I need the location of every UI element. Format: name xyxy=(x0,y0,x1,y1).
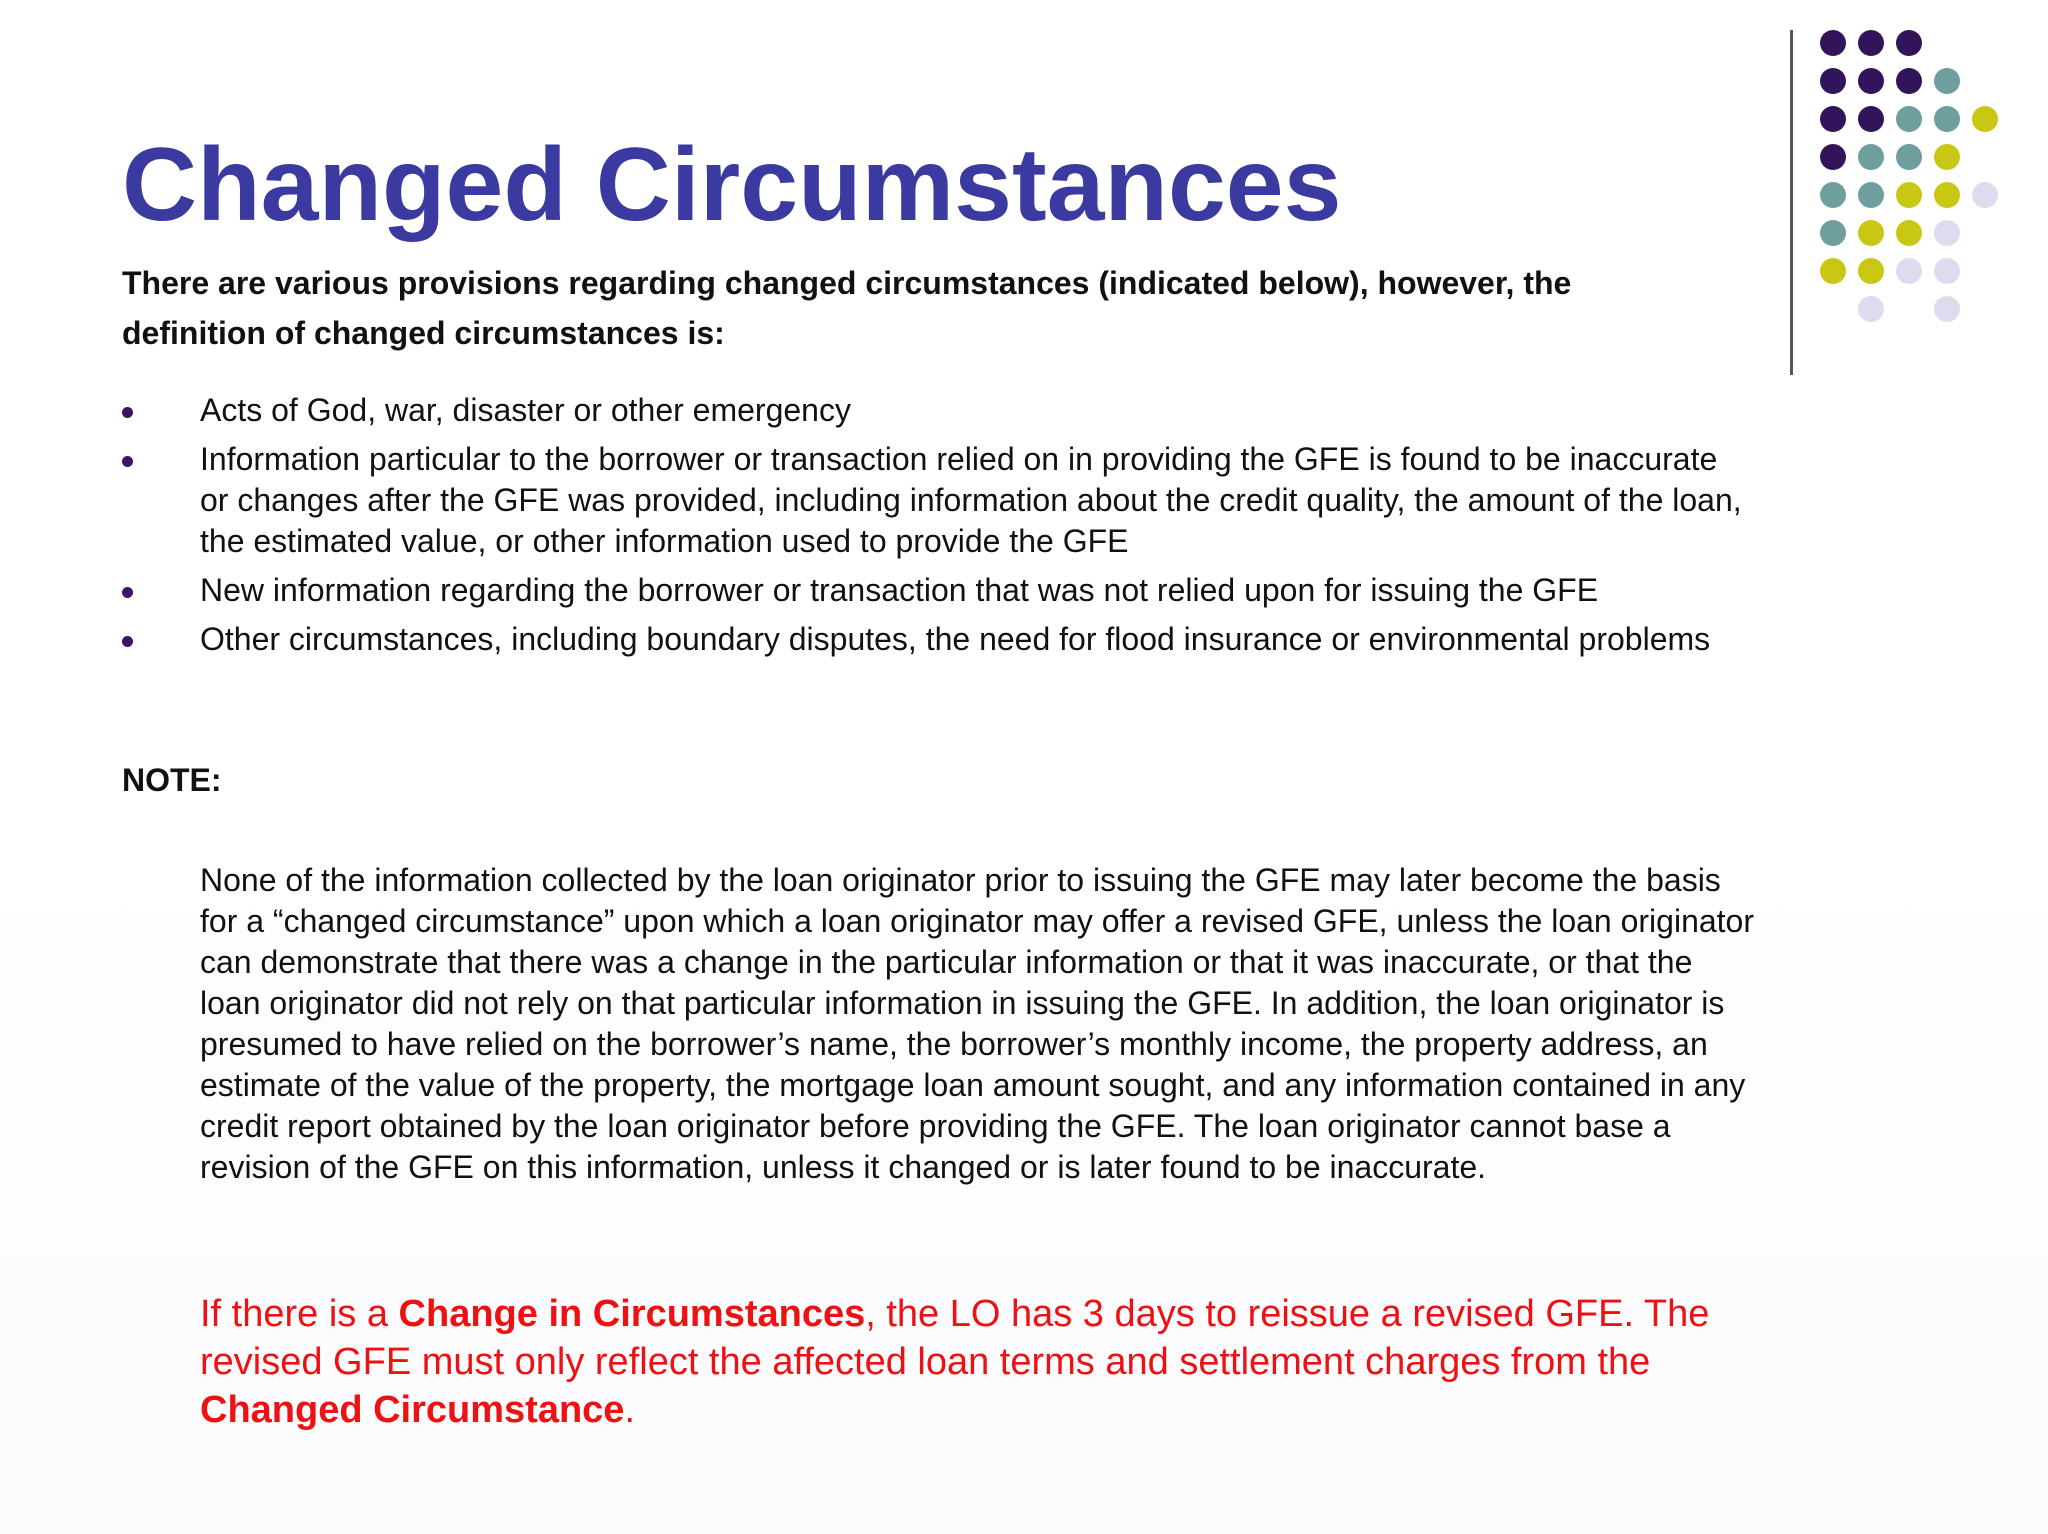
decorative-dot-icon xyxy=(1820,68,1846,94)
decorative-dot-icon xyxy=(1896,144,1922,170)
decorative-dot-icon xyxy=(1896,68,1922,94)
decorative-dot-icon xyxy=(1820,144,1846,170)
decorative-dot-icon xyxy=(1820,182,1846,208)
note-label: NOTE: xyxy=(122,762,222,798)
decorative-dot-icon xyxy=(1972,182,1998,208)
decorative-dot-icon xyxy=(1896,220,1922,246)
decorative-dot-icon xyxy=(1858,182,1884,208)
decorative-dot-icon xyxy=(1934,296,1960,322)
decorative-divider xyxy=(1790,30,1793,375)
list-item xyxy=(122,619,1742,660)
decorative-dot-icon xyxy=(1820,30,1846,56)
decorative-dot-icon xyxy=(1820,258,1846,284)
decorative-dot-icon xyxy=(1820,106,1846,132)
callout-bold2: Changed Circumstance xyxy=(200,1389,625,1431)
decorative-dot-grid-icon xyxy=(1820,30,2030,340)
callout-bold1: Change in Circumstances xyxy=(398,1293,866,1335)
bullet-text: Information particular to the borrower or transaction relied on in providing the GFE is found to be inaccurate or changes after the GFE was provided, including information about the credit quality, the amount of the loan, the estimated value, or other information used to provide the GFE xyxy=(200,441,1742,559)
callout-part2: , the LO has 3 days to reissue a revised GFE. The revised GFE must only reflect the affected loan terms and settlement charges from the xyxy=(200,1293,1710,1383)
decorative-dot-icon xyxy=(1858,144,1884,170)
slide-title: Changed Circumstances xyxy=(122,127,1342,243)
decorative-dot-icon xyxy=(1858,30,1884,56)
list-item xyxy=(122,570,1742,611)
decorative-dot-icon xyxy=(1972,106,1998,132)
decorative-dot-icon xyxy=(1934,258,1960,284)
callout-part1: If there is a xyxy=(200,1293,399,1335)
list-item xyxy=(122,390,1742,431)
note-body: None of the information collected by the loan originator prior to issuing the GFE may later become the basis for a “changed circumstance” upon which a loan originator may offer a revised GFE, unless the loan originator can demonstrate that there was a change in the particular information or that it was inaccurate, or that the loan originator did not rely on that particular information in issuing the GFE. In addition, the loan originator is presumed to have relied on the borrower’s name, the borrower’s monthly income, the property address, an estimate of the value of the property, the mortgage loan amount sought, and any information contained in any credit report obtained by the loan originator before providing the GFE. The loan originator cannot base a revision of the GFE on this information, unless it changed or is later found to be inaccurate. xyxy=(200,862,1754,1185)
slide-subtitle: There are various provisions regarding changed circumstances (indicated below), however, the definition of changed circumstances is: xyxy=(122,265,1572,351)
decorative-dot-icon xyxy=(1858,106,1884,132)
bullet-list xyxy=(122,390,1742,668)
decorative-dot-icon xyxy=(1858,68,1884,94)
bullet-icon xyxy=(122,636,133,647)
bullet-text: Acts of God, war, disaster or other emergency xyxy=(200,392,851,428)
callout-text xyxy=(200,1290,1760,1434)
decorative-dot-icon xyxy=(1896,258,1922,284)
decorative-dot-icon xyxy=(1934,68,1960,94)
decorative-dot-icon xyxy=(1934,182,1960,208)
decorative-dot-icon xyxy=(1858,258,1884,284)
decorative-dot-icon xyxy=(1896,182,1922,208)
decorative-dot-icon xyxy=(1858,296,1884,322)
callout-part3: . xyxy=(624,1389,636,1431)
bullet-icon xyxy=(122,587,133,598)
bullet-text: Other circumstances, including boundary disputes, the need for flood insurance or environmental problems xyxy=(200,621,1711,657)
decorative-dot-icon xyxy=(1896,30,1922,56)
bullet-text: New information regarding the borrower or transaction that was not relied upon for issuing the GFE xyxy=(200,572,1599,608)
decorative-dot-icon xyxy=(1934,220,1960,246)
list-item xyxy=(122,439,1742,562)
bullet-icon xyxy=(122,407,133,418)
bullet-icon xyxy=(122,456,133,467)
decorative-dot-icon xyxy=(1858,220,1884,246)
decorative-dot-icon xyxy=(1934,144,1960,170)
decorative-dot-icon xyxy=(1934,106,1960,132)
decorative-dot-icon xyxy=(1896,106,1922,132)
decorative-dot-icon xyxy=(1820,220,1846,246)
